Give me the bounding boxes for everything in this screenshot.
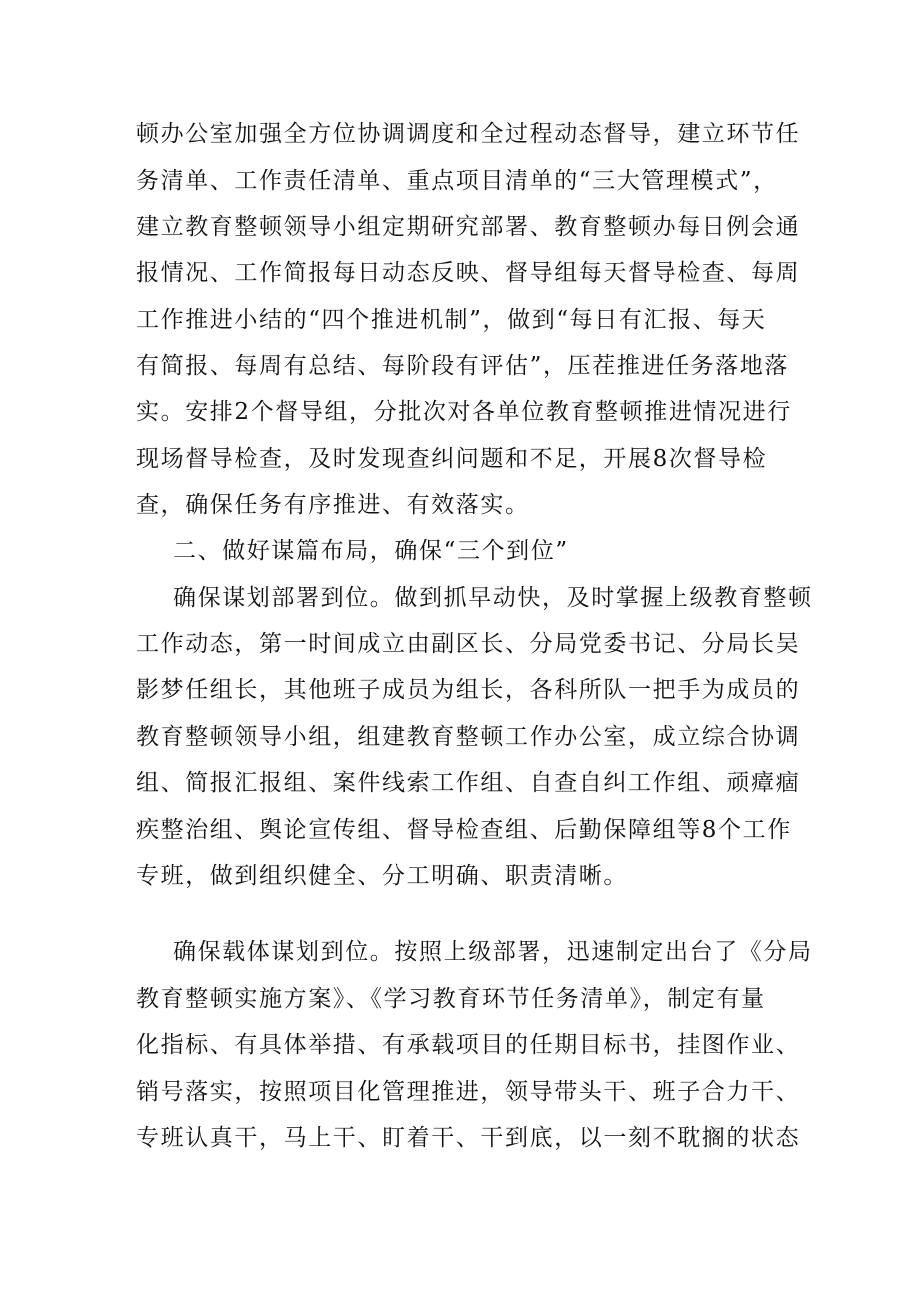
text-line: 教育整顿实施方案》、《学习教育环节任务清单》，制定有量 [136,986,766,1012]
text-line: 工作推进小结的“四个推进机制”，做到“每日有汇报、每天 [136,307,767,333]
text-line: 组、简报汇报组、案件线索工作组、自查自纠工作组、顽瘴痼 [136,770,801,796]
text-line: 务清单、工作责任清单、重点项目清单的“三大管理模式”， [136,168,778,194]
text-line: 确保谋划部署到位。做到抓早动快，及时掌握上级教育整顿 [173,585,813,611]
text-line: 实。安排2个督导组，分批次对各单位教育整顿推进情况进行 [136,399,792,425]
text-line: 确保载体谋划到位。按照上级部署，迅速制定出台了《分局 [173,939,813,965]
text-line: 影梦任组长，其他班子成员为组长，各科所队一把手为成员的 [136,677,801,703]
text-line: 工作动态，第一时间成立由副区长、分局党委书记、分局长吴 [136,631,801,657]
text-line: 教育整顿领导小组，组建教育整顿工作办公室，成立综合协调 [136,724,801,750]
text-line: 化指标、有具体举措、有承载项目的任期目标书，挂图作业、 [136,1032,801,1058]
text-line: 销号落实，按照项目化管理推进，领导带头干、班子合力干、 [136,1079,801,1105]
section-heading: 二、做好谋篇布局，确保“三个到位” [173,538,569,564]
text-line: 报情况、工作简报每日动态反映、督导组每天督导检查、每周 [136,260,801,286]
text-line: 查，确保任务有序推进、有效落实。 [136,492,530,518]
text-line: 现场督导检查，及时发现查纠问题和不足，开展8次督导检 [136,446,768,472]
text-line: 建立教育整顿领导小组定期研究部署、教育整顿办每日例会通 [136,214,801,240]
text-line: 顿办公室加强全方位协调调度和全过程动态督导，建立环节任 [136,121,801,147]
text-line: 专班，做到组织健全、分工明确、职责清晰。 [136,863,628,889]
text-line: 专班认真干，马上干、盯着干、干到底，以一刻不耽搁的状态 [136,1125,801,1151]
text-line: 疾整治组、舆论宣传组、督导检查组、后勤保障组等8个工作 [136,817,792,843]
text-line: 有简报、每周有总结、每阶段有评估”，压茬推进任务落地落 [136,353,789,379]
